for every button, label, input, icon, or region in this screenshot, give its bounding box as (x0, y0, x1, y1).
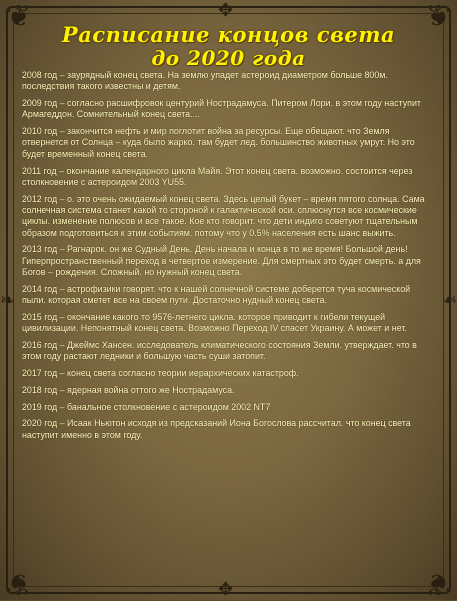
entry-text: окончание какого то 9576-летнего цикла. которое приводит к гибели текущей цивилизации. Непонятный конец света. Возможно Переход IV спасет Украину. А может и нет. (22, 311, 407, 334)
list-item (22, 312, 434, 335)
entry-text: закончится нефть и мир поглотит война за ресурсы. Еще обещают. что Земля отвернется от Солнца – куда было жарко. там будет лед. большинство животных умрут. Но это будет временный конец света. (22, 126, 415, 159)
side-ornament-icon: ❧ (441, 290, 457, 311)
list-item (22, 244, 434, 278)
list-item (22, 418, 434, 441)
entry-text: Исаак Ньютон исходя из предсказаний Иона Богослова рассчитал. что конец света наступит именно в этом году. (22, 418, 411, 440)
entry-year: 2019 год – (22, 401, 65, 412)
corner-ornament-icon: ❦ (425, 566, 451, 601)
list-item (22, 98, 434, 121)
list-item (22, 70, 434, 93)
entry-year: 2014 год – (22, 283, 65, 294)
entry-year: 2016 год – (22, 339, 65, 350)
list-item (22, 368, 434, 379)
entries-list (22, 70, 434, 447)
entry-year: 2018 год – (22, 384, 65, 395)
list-item (22, 340, 434, 363)
page-title: Расписание концов света (61, 22, 396, 47)
list-item (22, 385, 434, 396)
entry-text: астрофизики говорят. что к нашей солнечной системе доберется туча космической пыли. которая сметет все на своем пути. Достаточно нудный конец света. (22, 283, 411, 306)
bottom-ornament-icon: ✥ (218, 579, 234, 600)
entry-text: Джеймс Хансен. исследователь климатического состояния Земли. утверждает. что в этом году растают ледники и большую часть суши затопит. (22, 339, 417, 362)
list-item (22, 402, 434, 413)
side-ornament-icon: ❧ (0, 290, 16, 311)
top-ornament-icon: ✥ (218, 0, 234, 21)
list-item (22, 284, 434, 307)
entry-year: 2015 год – (22, 311, 65, 322)
entry-year: 2010 год – (22, 126, 65, 137)
entry-year: 2020 год – (22, 418, 65, 429)
entry-year: 2011 год – (22, 165, 64, 176)
entry-text: согласно расшифровок центурий Нострадамуса. Питером Лори. в этом году наступит Армагеддон. Сомнительный конец света.... (22, 98, 422, 120)
entry-text: конец света согласно теории иерархических катастроф. (64, 368, 299, 379)
entry-text: ядерная война оттого же Нострадамуса. (64, 384, 235, 395)
list-item (22, 166, 434, 189)
entry-year: 2017 год – (22, 368, 65, 379)
entry-year: 2013 год – (22, 244, 65, 255)
entry-text: о. это очень ожидаемый конец света. Здесь целый букет – время пятого солнца. Сама солнечная система станет какой то стороной к галактической оси. сплюснутся все космические циклы. изменение полюсов и все такое. Кое кто говорит. что дети индиго советуют тщательным образом подготовиться к этим событиям. потому что у 0.5% населения есть шанс выжить. (22, 193, 425, 238)
entry-year: 2012 год – (22, 193, 65, 204)
corner-ornament-icon: ❦ (425, 0, 451, 34)
entry-year: 2009 год – (22, 98, 65, 109)
entry-text: окончание календарного цикла Майя. Этот конец света. возможно. состоится через столкновение с астероидом 2003 YU55. (22, 165, 413, 187)
entry-text: заурядный конец света. На землю упадет астероид диаметром больше 800м. последствия такого известны и детям. (22, 70, 388, 92)
list-item (22, 194, 434, 239)
entry-year: 2008 год – (22, 70, 65, 80)
corner-ornament-icon: ❦ (6, 566, 32, 601)
entry-text: банальное столкновение с астероидом 2002 NT7 (64, 401, 271, 412)
entry-text: Рагнарок. он же Судный День. День начала и конца в то же время! Большой день! Гиперпространственный переход в четвертое измерение. Для смертных это будет смерть. а для Богов – рождения. Сложный. но нужный конец света. (22, 244, 421, 277)
list-item (22, 126, 434, 160)
page-subtitle: до 2020 года (151, 46, 306, 70)
corner-ornament-icon: ❦ (6, 0, 32, 34)
